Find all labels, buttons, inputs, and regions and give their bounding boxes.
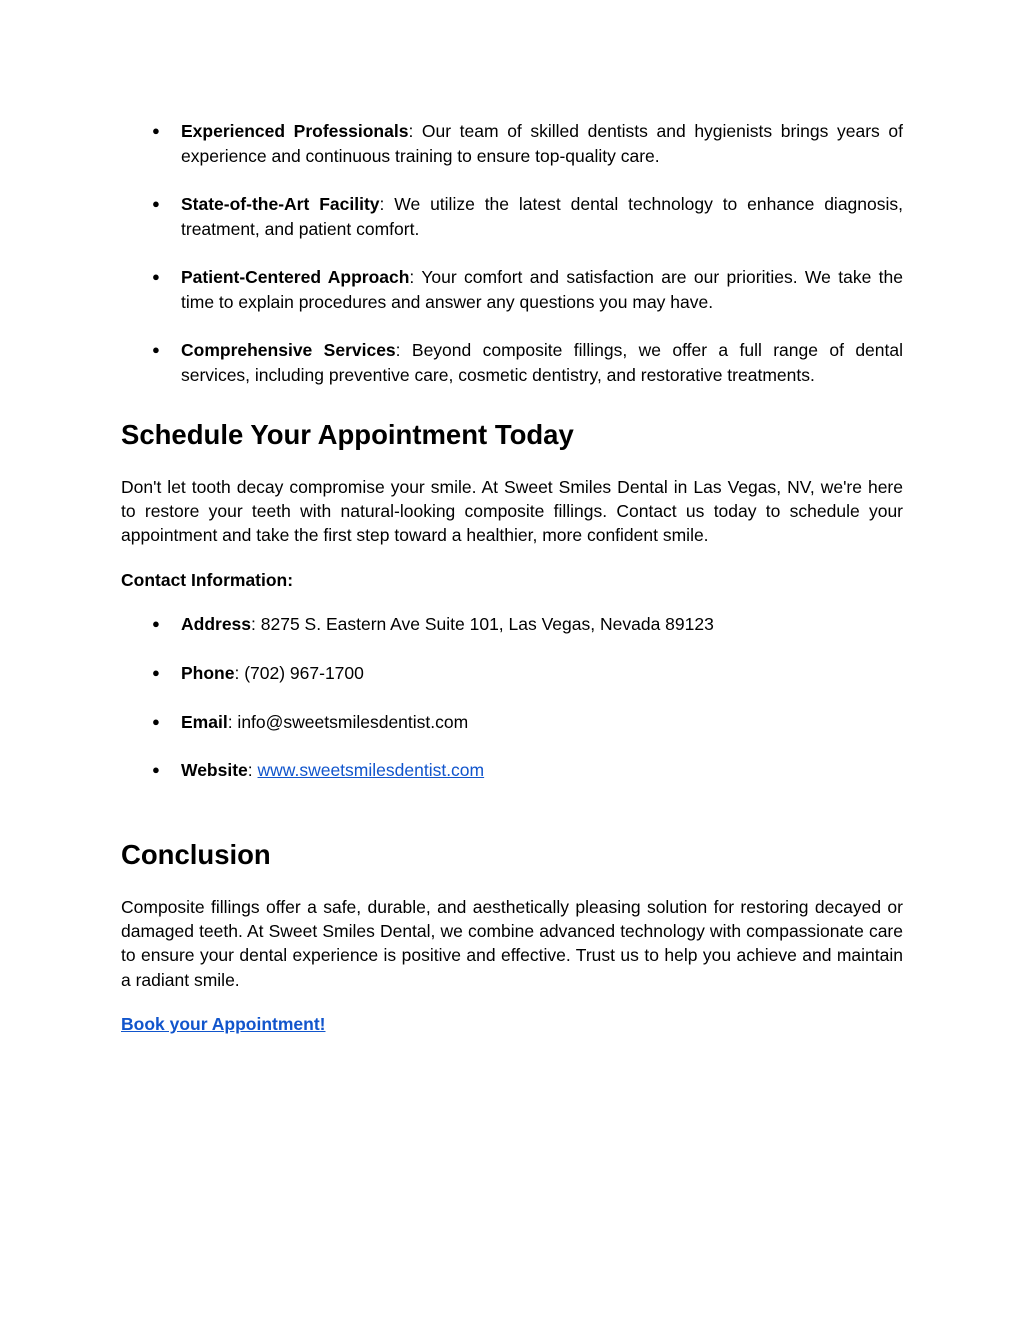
address-label: Address: [181, 614, 252, 634]
phone-label: Phone: [181, 662, 235, 683]
website-label: Website: [181, 760, 248, 781]
feature-title: State-of-the-Art Facility: [181, 194, 380, 214]
website-separator: :: [247, 760, 258, 781]
list-item-experienced-professionals: [121, 119, 903, 168]
list-item-comprehensive-services: [121, 338, 903, 387]
address-value: : 8275 S. Eastern Ave Suite 101, Las Vegas, Nevada 89123: [251, 614, 714, 634]
feature-text: : Beyond composite fillings, we offer a full range of dental services, including preventive care, cosmetic dentistry, and restorative treatments.: [181, 340, 903, 385]
feature-text: : Your comfort and satisfaction are our priorities. We take the time to explain procedures and answer any questions you may have.: [181, 267, 903, 312]
schedule-heading: Schedule Your Appointment Today: [121, 419, 574, 450]
list-item-patient-centered-approach: [121, 265, 903, 314]
list-item-address: [121, 612, 903, 637]
book-appointment-link[interactable]: Book your Appointment!: [121, 1014, 326, 1034]
conclusion-paragraph: Composite fillings offer a safe, durable, and aesthetically pleasing solution for restoring decayed or damaged teeth. At Sweet Smiles Dental, we combine advanced technology with compassionate care to ensure your dental experience is positive and effective. Trust us to help you achieve and maintain a radiant smile.: [121, 897, 903, 990]
list-item-phone: [121, 661, 903, 686]
email-label: Email: [181, 711, 228, 732]
feature-list: [121, 119, 903, 411]
conclusion-heading: Conclusion: [121, 839, 271, 870]
feature-title: Patient-Centered Approach: [181, 267, 410, 287]
bullet-icon: ●: [152, 713, 160, 729]
feature-title: Comprehensive Services: [181, 340, 396, 360]
bullet-icon: ●: [152, 123, 160, 138]
website-link[interactable]: www.sweetsmilesdentist.com: [257, 760, 485, 781]
list-item-state-of-the-art-facility: [121, 192, 903, 241]
bullet-icon: ●: [152, 616, 160, 631]
feature-text: : We utilize the latest dental technology to enhance diagnosis, treatment, and patient comfort.: [181, 194, 904, 239]
list-item-email: [121, 710, 903, 735]
contact-list: [121, 612, 903, 807]
schedule-paragraph: Don't let tooth decay compromise your smile. At Sweet Smiles Dental in Las Vegas, NV, we're here to restore your teeth with natural-looking composite fillings. Contact us today to schedule your appointment and take the first step toward a healthier, more confident smile.: [121, 477, 903, 546]
list-item-website: [121, 758, 903, 783]
email-value: : info@sweetsmilesdentist.com: [227, 711, 469, 732]
bullet-icon: ●: [152, 269, 160, 284]
bullet-icon: ●: [152, 342, 160, 357]
feature-title: Experienced Professionals: [181, 121, 409, 141]
phone-value: : (702) 967-1700: [234, 662, 364, 683]
bullet-icon: ●: [152, 664, 160, 680]
feature-text: : Our team of skilled dentists and hygienists brings years of experience and continuous training to ensure top-quality care.: [181, 121, 903, 166]
contact-heading: Contact Information:: [121, 570, 294, 590]
bullet-icon: ●: [152, 196, 160, 211]
bullet-icon: ●: [152, 762, 160, 778]
